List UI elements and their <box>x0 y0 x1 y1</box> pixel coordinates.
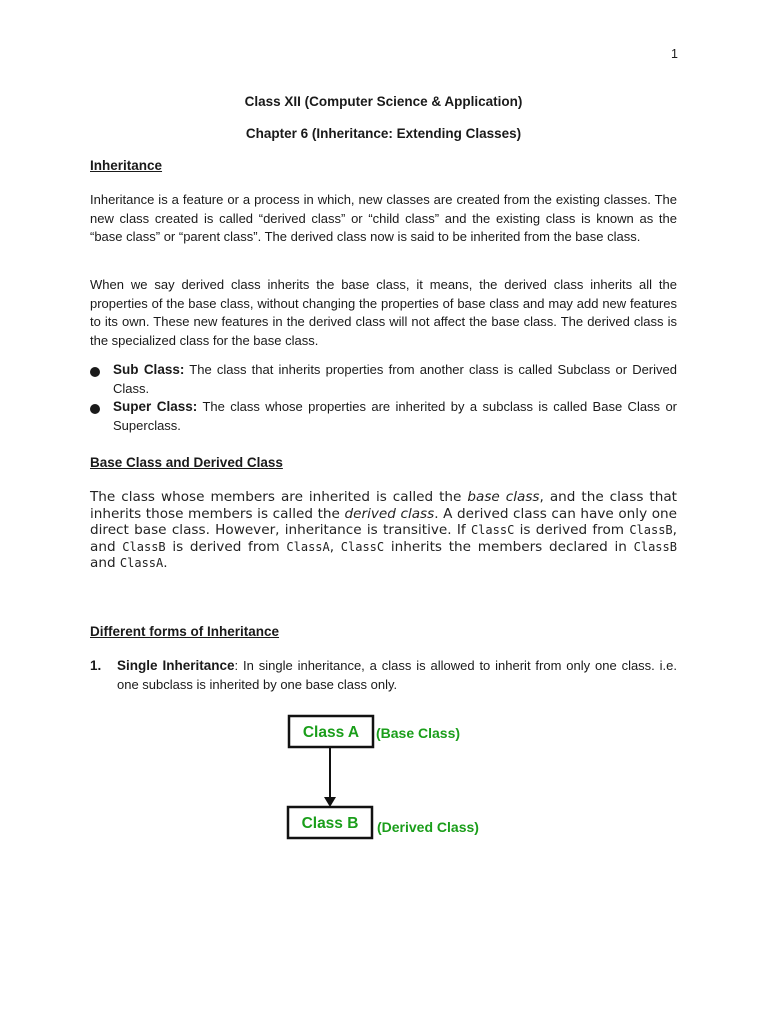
class-title: Class XII (Computer Science & Application) <box>244 94 523 109</box>
heading-inheritance: Inheritance <box>90 158 163 173</box>
list-item-term: Single Inheritance <box>117 658 235 673</box>
base-class-label: (Base Class) <box>376 725 461 741</box>
list-item-text: The class that inherits properties from another class is called Subclass or Derived Class. <box>113 362 677 396</box>
class-a-label: Class A <box>302 724 360 741</box>
list-item-sub-class <box>90 361 677 398</box>
list-item-text: : In single inheritance, a class is allowed to inherit from only one class. i.e. one subclass is inherited by one base class only. <box>117 658 678 692</box>
list-item-term: Sub Class: <box>113 362 185 377</box>
list-item-text: The class whose properties are inherited by a subclass is called Base Class or Superclass. <box>113 399 677 433</box>
list-item-term: Super Class: <box>113 399 198 414</box>
page-number: 1 <box>671 47 678 61</box>
code-classb: ClassB <box>629 523 673 538</box>
heading-base-derived: Base Class and Derived Class <box>90 455 283 470</box>
arrow-head-icon <box>324 797 336 807</box>
bullet-icon <box>90 367 100 377</box>
code-classa: ClassA <box>286 539 330 554</box>
chapter-title: Chapter 6 (Inheritance: Extending Classes) <box>245 126 522 141</box>
inheritance-paragraph-2: When we say derived class inherits the base class, it means, the derived class inherits all the properties of the base class, without changing the properties of base class and may add new features to its own. These new features in the derived class will not affect the base class. The derived class is the specialized class for the base class. <box>90 277 677 348</box>
list-item-single-inheritance <box>90 657 677 694</box>
code-classc: ClassC <box>470 523 515 538</box>
list-item-number: 1. <box>90 658 102 673</box>
bullet-icon <box>90 404 100 414</box>
inheritance-paragraph-1: Inheritance is a feature or a process in which, new classes are created from the existing classes. The new class created is called “derived class” or “child class” and the existing class is known as the “base class” or “parent class”. The derived class now is said to be inherited from the base class. <box>90 192 677 244</box>
list-item-super-class <box>90 398 677 435</box>
term-derived-class: derived class <box>344 505 435 522</box>
code-classb: ClassB <box>633 539 677 554</box>
derived-class-label: (Derived Class) <box>377 819 479 835</box>
base-derived-paragraph: The class whose members are inherited is called the base class, and the class that inherits those members is called the derived class. A derived class can have only one direct base class. However, inheritance is transitive. If ClassC is derived from ClassB, and ClassB is derived from ClassA, ClassC inherits the members declared in ClassB and ClassA. <box>90 489 678 572</box>
class-b-label: Class B <box>301 815 359 832</box>
class-definitions-list <box>90 361 677 435</box>
code-classb: ClassB <box>122 539 166 554</box>
code-classa: ClassA <box>119 556 164 571</box>
single-inheritance-diagram <box>280 708 510 848</box>
term-base-class: base class <box>467 489 540 505</box>
heading-forms-of-inheritance: Different forms of Inheritance <box>90 624 280 639</box>
code-classc: ClassC <box>340 539 385 554</box>
